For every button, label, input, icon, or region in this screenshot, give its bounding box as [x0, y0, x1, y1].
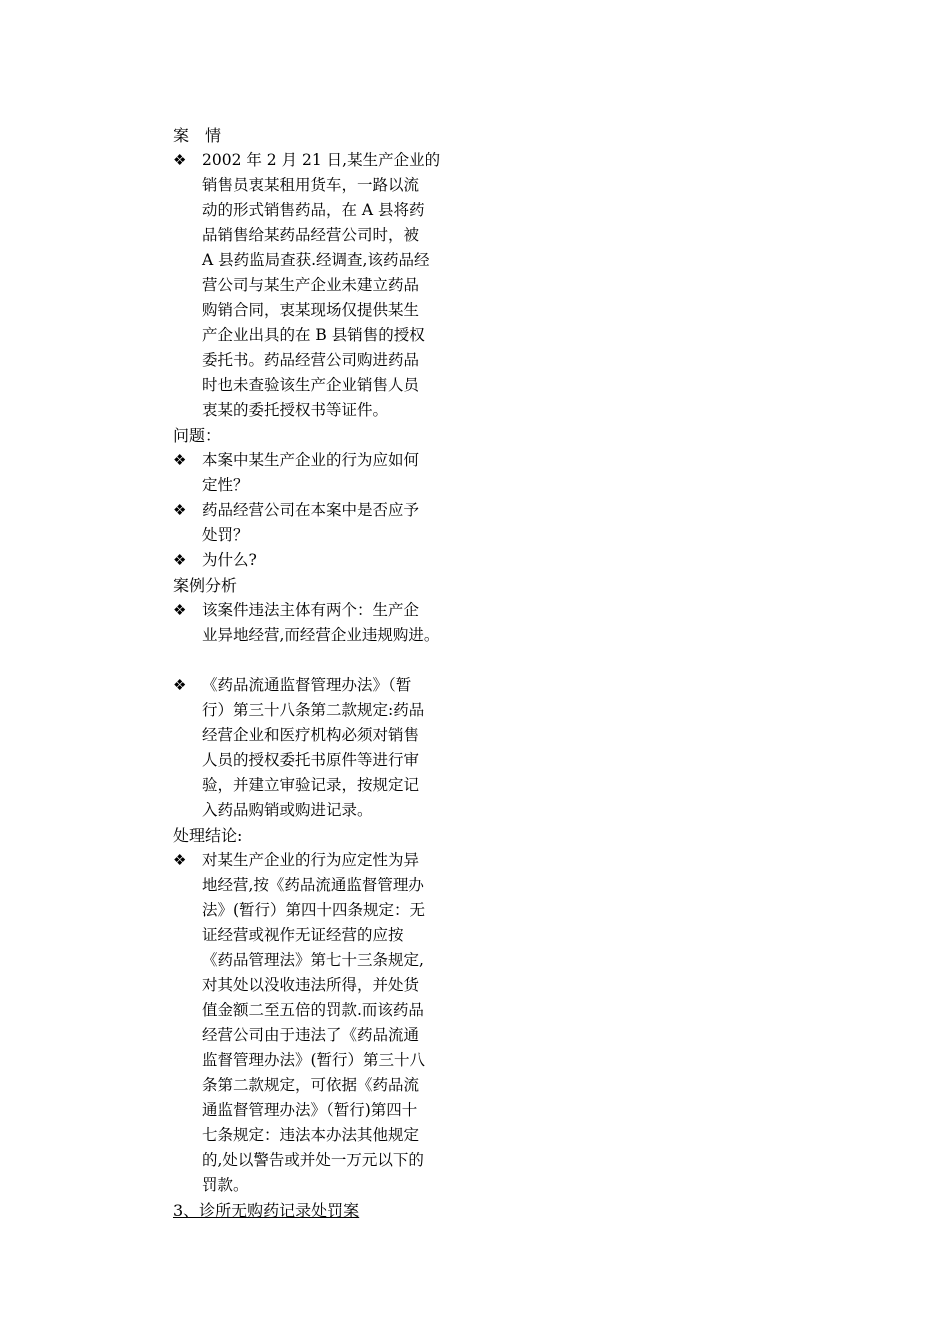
- text-line: 品销售给某药品经营公司时，被: [202, 226, 420, 244]
- text-line: 衷某的委托授权书等证件。: [202, 401, 389, 419]
- diamond-bullet-icon: ❖: [173, 451, 187, 469]
- text-line: 营公司与某生产企业未建立药品: [202, 276, 420, 294]
- text-line: 罚款。: [202, 1176, 249, 1194]
- diamond-bullet-icon: ❖: [173, 851, 187, 869]
- section-heading: 问题：: [173, 426, 222, 445]
- text-line: 销售员衷某租用货车，一路以流: [202, 176, 420, 194]
- bullet-text: [202, 148, 444, 423]
- text-line: 购销合同，衷某现场仅提供某生: [202, 301, 420, 319]
- text-line: 《药品流通监督管理办法》（暂: [202, 676, 412, 694]
- text-line: 的,处以警告或并处一万元以下的: [202, 1151, 424, 1169]
- section-heading: 处理结论:: [173, 826, 243, 845]
- text-line: 委托书。药品经营公司购进药品: [202, 351, 420, 369]
- bullet-text: [202, 598, 444, 648]
- text-line: 人员的授权委托书原件等进行审: [202, 751, 420, 769]
- text-line: 入药品购销或购进记录。: [202, 801, 373, 819]
- text-line: 处罚？: [202, 526, 249, 544]
- text-line: 业异地经营,而经营企业违规购进。: [202, 626, 440, 644]
- text-line: 经营企业和医疗机构必须对销售: [202, 726, 420, 744]
- bullet-item: [173, 148, 473, 423]
- text-line: 证经营或视作无证经营的应按: [202, 926, 404, 944]
- bullet-text: [202, 548, 444, 573]
- text-line: 七条规定：违法本办法其他规定: [202, 1126, 420, 1144]
- bullet-text: [202, 448, 444, 498]
- bullet-text: [202, 498, 444, 548]
- diamond-bullet-icon: ❖: [173, 601, 187, 619]
- text-line: 时也未查验该生产企业销售人员: [202, 376, 420, 394]
- text-line: 地经营,按《药品流通监督管理办: [202, 876, 424, 894]
- text-line: 值金额二至五倍的罚款.而该药品: [202, 1001, 424, 1019]
- text-line: 经营公司由于违法了《药品流通: [202, 1026, 420, 1044]
- text-line: 通监督管理办法》（暂行)第四十: [202, 1101, 418, 1119]
- text-line: 条第二款规定，可依据《药品流: [202, 1076, 420, 1094]
- text-line: 对某生产企业的行为应定性为异: [202, 851, 420, 869]
- diamond-bullet-icon: ❖: [173, 151, 187, 169]
- text-line: 该案件违法主体有两个：生产企: [202, 601, 420, 619]
- text-line: 本案中某生产企业的行为应如何: [202, 451, 420, 469]
- text-line: 法》(暂行）第四十四条规定：无: [202, 901, 426, 919]
- bullet-item: [173, 673, 473, 823]
- diamond-bullet-icon: ❖: [173, 551, 187, 569]
- bullet-item: [173, 498, 473, 548]
- text-line: A 县药监局查获.经调查,该药品经: [202, 251, 430, 269]
- text-line: 定性？: [202, 476, 249, 494]
- text-line: 产企业出具的在 B 县销售的授权: [202, 326, 425, 344]
- blank-line: [173, 648, 473, 673]
- bullet-item: [173, 848, 473, 1198]
- bullet-item: [173, 448, 473, 498]
- text-line: 为什么?: [202, 551, 257, 569]
- section-title-underlined: 3、诊所无购药记录处罚案: [173, 1201, 360, 1220]
- text-line: 《药品管理法》第七十三条规定,: [202, 951, 424, 969]
- bullet-text: [202, 848, 444, 1198]
- section-heading: 案例分析: [173, 576, 238, 595]
- section-heading: 案 情: [173, 126, 222, 145]
- diamond-bullet-icon: ❖: [173, 676, 187, 694]
- text-line: 动的形式销售药品，在 A 县将药: [202, 201, 425, 219]
- text-line: 验，并建立审验记录，按规定记: [202, 776, 420, 794]
- text-line: 对其处以没收违法所得，并处货: [202, 976, 420, 994]
- diamond-bullet-icon: ❖: [173, 501, 187, 519]
- bullet-text: [202, 673, 444, 823]
- bullet-item: [173, 598, 473, 648]
- document-page: [173, 123, 473, 1223]
- text-line: 行）第三十八条第二款规定:药品: [202, 701, 425, 719]
- text-line: 监督管理办法》(暂行）第三十八: [202, 1051, 426, 1069]
- text-line: 药品经营公司在本案中是否应予: [202, 501, 420, 519]
- text-line: 2002 年 2 月 21 日,某生产企业的: [202, 151, 441, 169]
- bullet-item: [173, 548, 473, 573]
